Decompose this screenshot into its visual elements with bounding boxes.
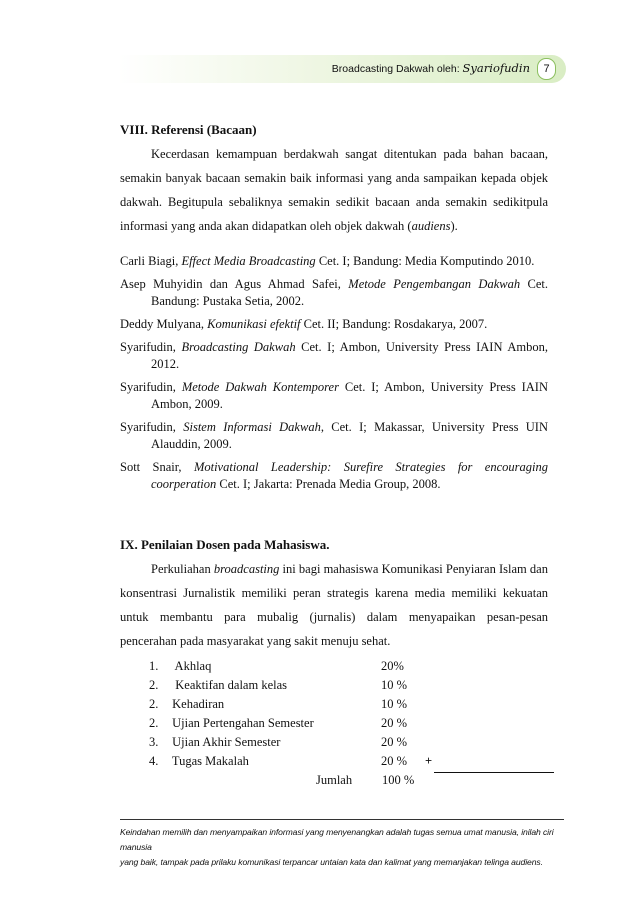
section-8-title: VIII. Referensi (Bacaan) bbox=[120, 122, 257, 137]
reference-item: Carli Biagi, Effect Media Broadcasting Cet. I; Bandung: Media Komputindo 2010. bbox=[120, 254, 535, 268]
grade-number: 2. bbox=[149, 716, 159, 730]
grade-percent: 20 % bbox=[381, 716, 408, 730]
running-header bbox=[332, 61, 530, 75]
reference-item: Asep Muhyidin dan Agus Ahmad Safei, Metode Pengembangan Dakwah Cet. Bandung: Pustaka Setia, 2002. bbox=[120, 277, 548, 308]
grade-number: 4. bbox=[149, 754, 159, 768]
page-content bbox=[120, 118, 548, 793]
grade-percent: 20% bbox=[381, 659, 404, 673]
total-row bbox=[120, 773, 548, 793]
grade-row bbox=[149, 752, 441, 771]
total-value: 100 % bbox=[382, 773, 415, 787]
footer-quote bbox=[120, 825, 564, 870]
grade-percent: 20 % bbox=[381, 735, 408, 749]
grade-row bbox=[149, 695, 441, 714]
section-9 bbox=[120, 533, 548, 793]
grade-row bbox=[149, 657, 441, 676]
grade-number: 2. bbox=[149, 697, 159, 711]
reference-item: Syarifudin, Sistem Informasi Dakwah, Cet. I; Makassar, University Press UIN Alauddin, 2009. bbox=[120, 420, 548, 451]
grade-number: 1. bbox=[149, 659, 159, 673]
grade-number: 3. bbox=[149, 735, 159, 749]
grade-row bbox=[149, 733, 441, 752]
grade-percent: 10 % bbox=[381, 678, 408, 692]
page-number: 7 bbox=[537, 58, 556, 80]
grade-plus-sign bbox=[425, 695, 441, 714]
grading-table bbox=[149, 657, 441, 771]
section-9-paragraph: Perkuliahan broadcasting ini bagi mahasiswa Komunikasi Penyiaran Islam dan konsentrasi Jurnalistik memiliki peran strategis karena media memiliki kekuatan untuk membantu para mubalig (jurnalis) dalam menyapaikan pesan-pesan pencerahan pada masyarakat yang sakit menuju sehat. bbox=[120, 562, 548, 648]
grade-plus-sign bbox=[425, 676, 441, 695]
grade-percent: 10 % bbox=[381, 697, 408, 711]
header-author: Syariofudin bbox=[462, 61, 530, 75]
section-8-paragraph: Kecerdasan kemampuan berdakwah sangat ditentukan pada bahan bacaan, semakin banyak bacaan semakin baik informasi yang anda sampaikan kepada objek dakwah. Begitupula sebaliknya semakin sedikit bacaan anda semakin sedikitpula informasi yang anda akan didapatkan oleh objek dakwah (audiens). bbox=[120, 147, 548, 233]
section-9-title: IX. Penilaian Dosen pada Mahasiswa. bbox=[120, 537, 330, 552]
footer-line-2: yang baik, tampak pada prilaku komunikasi terpancar untaian kata dan kalimat yang memanjakan telinga audiens. bbox=[120, 857, 543, 867]
grade-plus-sign bbox=[425, 657, 441, 676]
grade-label: Ujian Pertengahan Semester bbox=[169, 716, 314, 730]
grade-plus-sign bbox=[425, 733, 441, 752]
grade-plus-sign: + bbox=[425, 754, 433, 768]
grade-label: Akhlaq bbox=[169, 659, 212, 673]
grade-plus-sign bbox=[425, 714, 441, 733]
reference-item: Deddy Mulyana, Komunikasi efektif Cet. II; Bandung: Rosdakarya, 2007. bbox=[120, 317, 488, 331]
total-label: Jumlah bbox=[316, 773, 353, 787]
reference-item: Syarifudin, Metode Dakwah Kontemporer Cet. I; Ambon, University Press IAIN Ambon, 2009. bbox=[120, 380, 548, 411]
header-title: Broadcasting Dakwah oleh: bbox=[331, 63, 460, 75]
grade-number: 2. bbox=[149, 678, 159, 692]
reference-item: Syarifudin, Broadcasting Dakwah Cet. I; Ambon, University Press IAIN Ambon, 2012. bbox=[120, 340, 548, 371]
grade-label: Kehadiran bbox=[169, 697, 225, 711]
grade-label: Ujian Akhir Semester bbox=[169, 735, 281, 749]
grade-row bbox=[149, 676, 441, 695]
reference-item: Sott Snair, Motivational Leadership: Surefire Strategies for encouraging coorperation Cet. I; Jakarta: Prenada Media Group, 2008. bbox=[120, 460, 548, 491]
grade-label: Tugas Makalah bbox=[169, 754, 249, 768]
reference-list bbox=[120, 253, 548, 493]
grade-row bbox=[149, 714, 441, 733]
grade-percent: 20 % bbox=[381, 754, 408, 768]
footer-divider bbox=[120, 819, 564, 820]
grade-label: Keaktifan dalam kelas bbox=[169, 678, 288, 692]
footer-line-1: Keindahan memilih dan menyampaikan informasi yang menyenangkan adalah tugas semua umat manusia, inilah ciri manusia bbox=[120, 827, 554, 852]
